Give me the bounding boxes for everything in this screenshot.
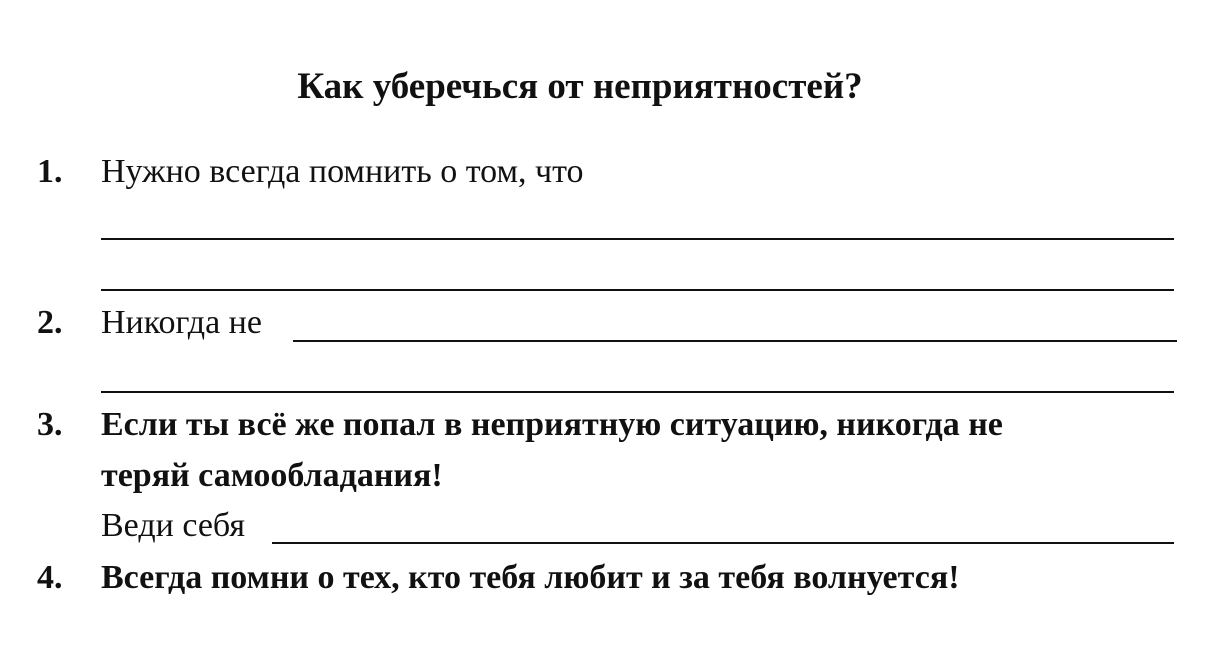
worksheet-title: Как уберечься от неприятностей? [297, 66, 863, 107]
item-2-text: Никогда не [101, 304, 262, 341]
item-4-number: 4. [37, 559, 63, 596]
item-4-text: Всегда помни о тех, кто тебя любит и за тебя волнуется! [101, 559, 960, 596]
item-1-text: Нужно всегда помнить о том, что [101, 153, 584, 190]
item-3-answer-line[interactable] [272, 542, 1174, 544]
item-1-answer-line-2[interactable] [101, 289, 1174, 291]
item-3-bold-line-1: Если ты всё же попал в неприятную ситуацию, никогда не [101, 406, 1003, 443]
item-1-answer-line-1[interactable] [101, 238, 1174, 240]
item-2-number: 2. [37, 304, 63, 341]
item-3-bold-line-2: теряй самообладания! [101, 457, 443, 494]
item-3-number: 3. [37, 406, 63, 443]
item-2-answer-line-2[interactable] [101, 391, 1174, 393]
item-2-answer-line-1[interactable] [293, 340, 1177, 342]
item-3-text: Веди себя [101, 507, 246, 544]
item-1-number: 1. [37, 153, 63, 190]
